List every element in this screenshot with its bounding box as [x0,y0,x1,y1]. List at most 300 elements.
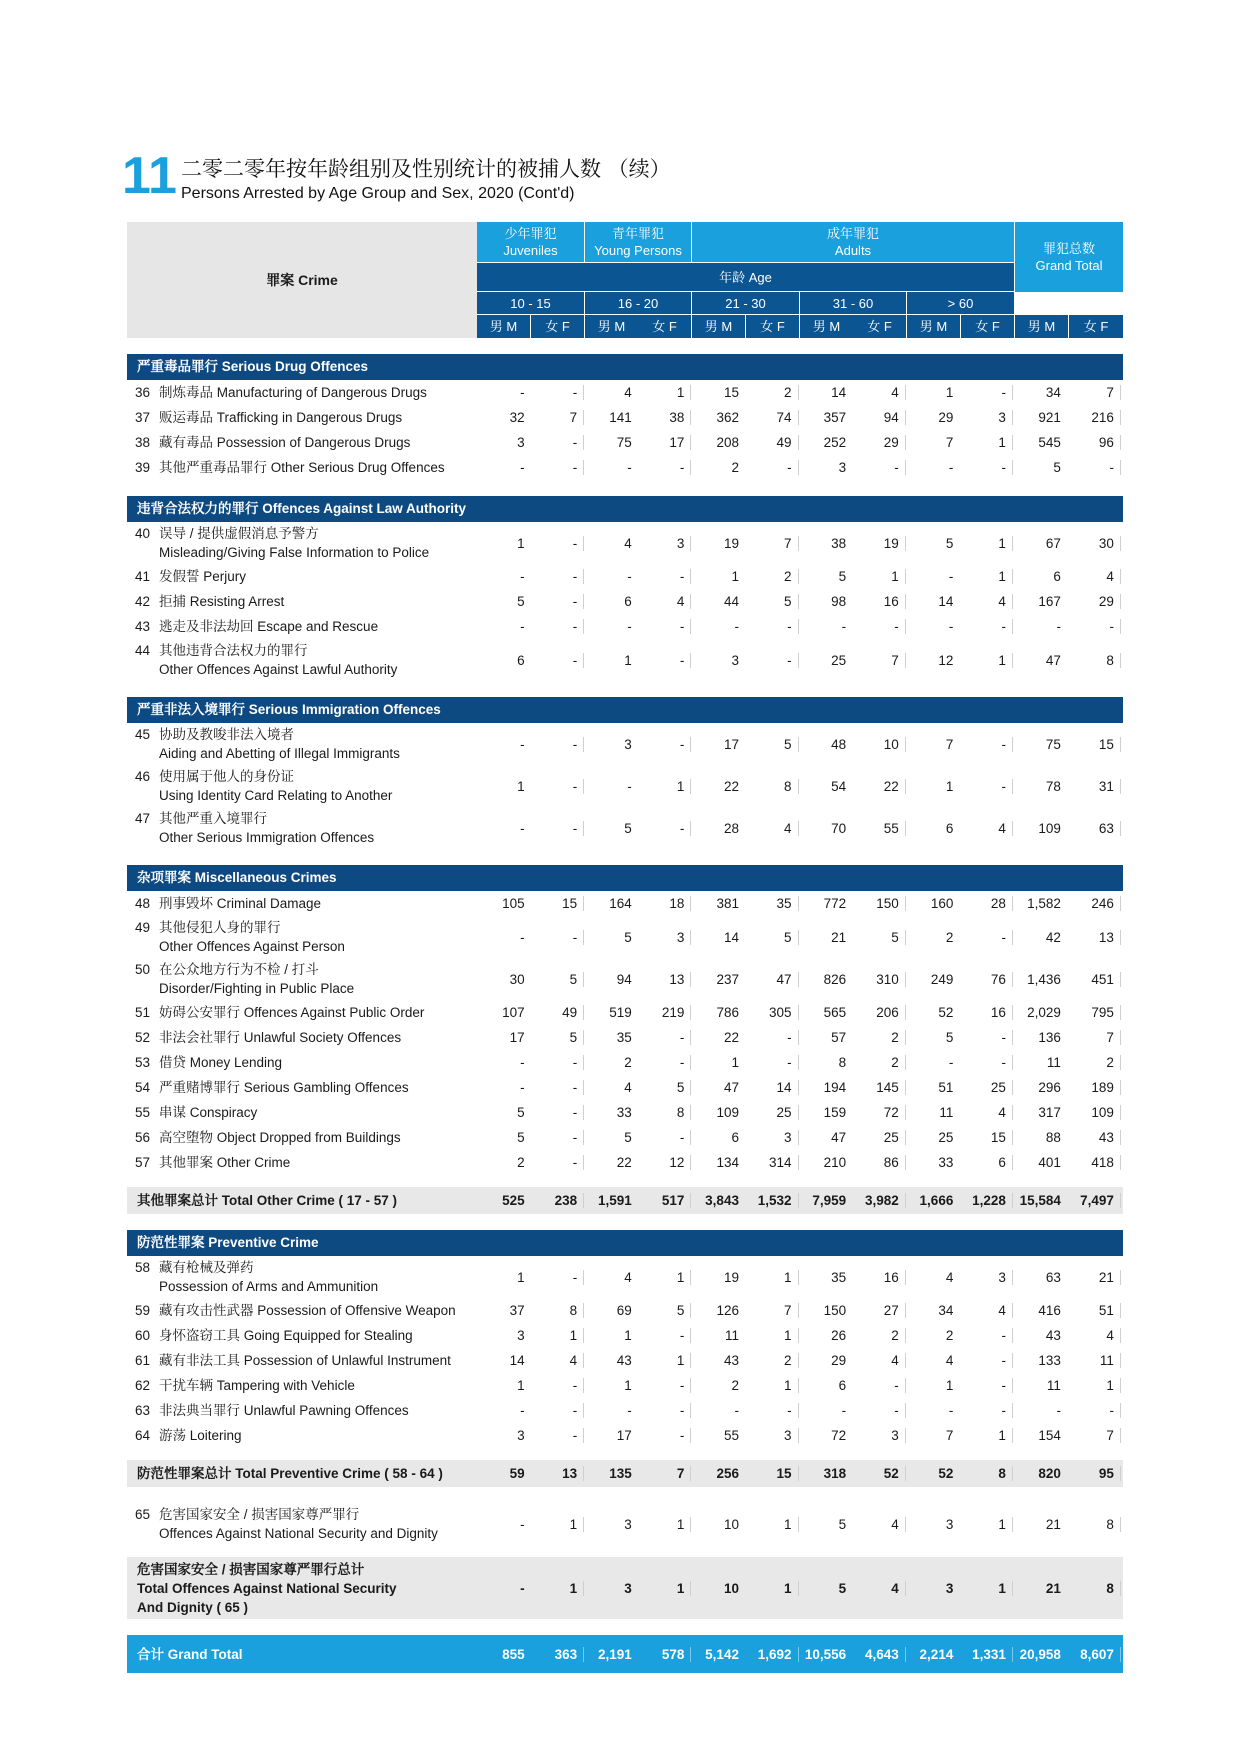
section-header: 严重毒品罪行 Serious Drug Offences [127,354,1123,380]
value-cell: 5 [1053,460,1061,475]
row-number: 52 [135,1030,151,1045]
value-cell: 826 [823,971,847,987]
table-row [127,916,1123,958]
row-label [127,567,477,586]
value-cell: 4 [959,1303,1013,1318]
value-cell: 14 [509,1353,525,1368]
value-cell: - [520,385,525,400]
row-label-line [135,383,477,402]
value-cell: 48 [831,736,847,752]
value-cell: 4 [852,1517,906,1532]
value-cell: 1 [531,1328,585,1343]
value-cell: 4 [638,594,692,609]
value-cell: - [959,1403,1013,1418]
row-label [127,592,477,611]
section-header: 防范性罪案 Preventive Crime [127,1230,1123,1256]
value-cell: 25 [745,1105,799,1120]
value-cell: 1 [745,1581,799,1596]
value-cell: 362 [716,410,739,425]
female-column-header: 女 F [853,315,906,338]
value-cell: 8 [959,1466,1013,1481]
value-cell: 5 [745,594,799,609]
value-cell: 7,497 [1067,1193,1121,1208]
value-cell: 6 [945,820,954,836]
value-cell: 7 [745,1303,799,1318]
value-cell: 16 [959,1005,1013,1020]
value-cell: 134 [716,1155,739,1170]
row-label [127,383,477,402]
value-cell: 296 [1038,1080,1061,1095]
row-label-line [135,1028,477,1047]
value-cell: - [959,619,1013,634]
row-label-line [135,725,477,744]
value-cell: 1 [959,569,1013,584]
row-subtitle: Misleading/Giving False Information to Police [159,545,430,560]
row-number: 65 [135,1507,151,1522]
value-cell: 310 [852,972,906,987]
value-cell: - [745,1030,799,1045]
value-cell: 8 [838,1055,847,1070]
value-cell: 86 [852,1155,906,1170]
value-cell: 3 [959,410,1013,425]
value-cell: 2 [745,385,799,400]
value-cell: 3 [745,1130,799,1145]
value-cell: 67 [1045,535,1061,551]
adults-en: Adults [834,243,872,258]
row-number: 49 [135,920,151,935]
table-row [127,1025,1123,1050]
value-cell: 305 [745,1005,799,1020]
row-label [127,433,477,452]
row-label-line [135,1401,477,1420]
value-cell: - [841,619,847,634]
total-row [127,1187,1123,1214]
total-label: 防范性罪案总计 Total Preventive Crime ( 58 - 64 ) [137,1466,443,1481]
row-label [127,960,477,998]
value-cell: - [520,1580,525,1596]
value-cell: 51 [938,1080,954,1095]
value-cell: 133 [1038,1353,1061,1368]
value-cell: 20,958 [1019,1646,1061,1662]
value-cell: 15,584 [1019,1193,1061,1208]
value-cell: 2,214 [919,1646,954,1662]
value-cell: 3,843 [705,1193,739,1208]
value-cell: 51 [1067,1303,1121,1318]
value-cell: - [948,1055,954,1070]
value-cell: 78 [1045,778,1061,794]
row-title: 其他严重入境罪行 [159,811,267,826]
value-cell: 1 [959,1581,1013,1596]
row-label-line [135,960,477,979]
female-column-header: 女 F [638,315,691,338]
row-title: 藏有非法工具 Possession of Unlawful Instrument [159,1353,451,1368]
value-cell: 1,228 [959,1193,1013,1208]
total-label-line: 危害国家安全 / 损害国家尊严罪行总计 [137,1561,365,1577]
value-cell: - [638,460,692,475]
value-cell: - [531,1270,585,1285]
value-cell: 1 [624,1378,632,1393]
value-cell: - [852,1378,906,1393]
row-number: 51 [135,1005,151,1020]
value-cell: 246 [1067,896,1121,911]
row-title: 在公众地方行为不检 / 打斗 [159,962,319,977]
row-number: 45 [135,727,151,742]
value-cell: 7 [852,653,906,668]
value-cell: 49 [531,1005,585,1020]
value-cell: 1,666 [919,1193,954,1208]
value-cell: - [745,619,799,634]
value-cell: 5 [745,930,799,945]
value-cell: - [531,569,585,584]
row-label-line [135,641,477,660]
juveniles-header [477,222,584,262]
value-cell: 219 [638,1005,692,1020]
row-title: 使用属于他人的身份证 [159,769,294,784]
table-row [127,1398,1123,1423]
table-row [127,1100,1123,1125]
row-label-line [135,524,477,543]
value-cell: 75 [616,435,632,450]
row-number: 54 [135,1080,151,1095]
national-security-total-row [127,1557,1123,1619]
value-cell: 1 [531,1517,585,1532]
value-cell: 12 [938,652,954,668]
value-cell: 164 [609,896,632,911]
table-row [127,891,1123,916]
table-row [127,1348,1123,1373]
value-cell: 4 [959,594,1013,609]
table-row [127,807,1123,849]
value-cell: 49 [745,435,799,450]
value-cell: - [948,460,954,475]
table-row [127,1125,1123,1150]
value-cell: 15 [531,896,585,911]
row-label [127,809,477,847]
table-row [127,765,1123,807]
value-cell: 11 [939,1105,954,1120]
value-cell: 47 [831,1130,847,1145]
value-cell: 63 [1067,821,1121,836]
value-cell: 94 [852,410,906,425]
row-label-line [135,1128,477,1147]
value-cell: 141 [609,410,632,425]
value-cell: - [627,1403,632,1418]
value-cell: 1 [517,1378,525,1393]
value-cell: - [959,779,1013,794]
row-label-line [135,1326,477,1345]
value-cell: - [520,1516,525,1532]
value-cell: 30 [1067,536,1121,551]
row-title: 协助及教唆非法入境者 [159,727,294,742]
value-cell: 1 [959,1428,1013,1443]
row-title: 逃走及非法劫回 Escape and Rescue [159,619,379,634]
male-column-header: 男 M [477,315,530,338]
row-label-line [135,1053,477,1072]
value-cell: 43 [1067,1130,1121,1145]
young-en: Young Persons [594,243,682,258]
grand-total-label: 合计 Grand Total [137,1646,243,1662]
value-cell: 2,029 [1027,1005,1061,1020]
row-title: 藏有攻击性武器 Possession of Offensive Weapon [159,1303,456,1318]
row-label-line [135,1426,477,1445]
value-cell: 2,191 [597,1646,632,1662]
value-cell: 1 [517,535,525,551]
table-row [127,380,1123,405]
value-cell: 75 [1045,736,1061,752]
grand-total-header [1015,222,1123,292]
value-cell: 363 [531,1647,585,1662]
row-label-line [135,1153,477,1172]
value-cell: 52 [852,1466,906,1481]
value-cell: - [531,653,585,668]
value-cell: 109 [1038,820,1061,836]
value-cell: 55 [852,821,906,836]
row-label-line [135,408,477,427]
grand-en: Grand Total [1035,258,1103,273]
row-label [127,1258,477,1296]
value-cell: 1 [517,1269,525,1285]
title-chinese: 二零二零年按年龄组别及性别统计的被捕人数 （续） [181,157,671,181]
value-cell: 55 [723,1428,739,1443]
age-group-21-30: 21 - 30 [692,292,799,314]
value-cell: - [638,1328,692,1343]
row-title: 发假誓 Perjury [159,569,247,584]
value-cell: 1 [638,1353,692,1368]
value-cell: 208 [716,435,739,450]
value-cell: 6 [1053,569,1061,584]
grand-cn: 罪犯总数 [1042,241,1095,256]
value-cell: 401 [1038,1155,1061,1170]
value-cell: 3 [959,1270,1013,1285]
row-title: 游荡 Loitering [159,1428,242,1443]
juveniles-en: Juveniles [503,243,558,258]
value-cell: 63 [1045,1269,1061,1285]
value-cell: - [531,1080,585,1095]
value-cell: - [1056,1403,1061,1418]
value-cell: 2 [624,1055,632,1070]
value-cell: 10 [852,737,906,752]
value-cell: 52 [938,1005,954,1020]
value-cell: 210 [823,1155,847,1170]
row-subtitle: Other Offences Against Lawful Authority [159,662,398,677]
value-cell: 317 [1038,1105,1061,1120]
value-cell: 4 [531,1353,585,1368]
row-number: 60 [135,1328,151,1343]
value-cell: - [1056,619,1061,634]
value-cell: 1 [638,1581,692,1596]
value-cell: 1 [517,778,525,794]
value-cell: 17 [638,435,692,450]
row-label-line [135,592,477,611]
value-cell: - [531,779,585,794]
value-cell: 38 [831,535,847,551]
value-cell: - [531,1130,585,1145]
value-cell: 28 [959,896,1013,911]
juveniles-cn: 少年罪犯 [504,226,557,241]
value-cell: 3 [745,1428,799,1443]
value-cell: 37 [509,1303,525,1318]
value-cell: 6 [731,1130,739,1145]
table-row [127,1423,1123,1448]
value-cell: - [531,594,585,609]
value-cell: 159 [823,1105,847,1120]
value-cell: 25 [852,1130,906,1145]
value-cell: - [841,1403,847,1418]
value-cell: - [531,821,585,836]
row-title: 藏有枪械及弹药 [159,1260,254,1275]
value-cell: - [852,460,906,475]
table-row [127,1000,1123,1025]
value-cell: 5 [945,535,954,551]
value-cell: 7 [638,1466,692,1481]
value-cell: 35 [616,1030,632,1045]
value-cell: 206 [852,1005,906,1020]
row-label [127,617,477,636]
value-cell: - [627,778,632,794]
value-cell: 21 [1045,1580,1061,1596]
grand-total-row [127,1635,1123,1673]
value-cell: 22 [852,779,906,794]
value-cell: 5 [531,1030,585,1045]
value-cell: - [638,1030,692,1045]
value-cell: 1 [745,1378,799,1393]
value-cell: 1 [624,652,632,668]
row-number: 48 [135,896,151,911]
value-cell: 6 [517,652,525,668]
table-row [127,958,1123,1000]
value-cell: 21 [831,929,847,945]
value-cell: - [959,385,1013,400]
row-label [127,1028,477,1047]
value-cell: 15 [745,1466,799,1481]
value-cell: - [520,820,525,836]
value-cell: 98 [831,594,847,609]
value-cell: - [520,736,525,752]
male-column-header: 男 M [1015,315,1068,338]
value-cell: - [531,619,585,634]
value-cell: 3 [517,435,525,450]
value-cell: - [959,737,1013,752]
value-cell: 5 [624,820,632,836]
value-cell: 18 [638,896,692,911]
value-cell: 22 [616,1155,632,1170]
value-cell: 35 [831,1269,847,1285]
value-cell: 72 [831,1428,847,1443]
value-cell: 47 [723,1080,739,1095]
value-cell: 7 [745,536,799,551]
row-label [127,1103,477,1122]
row-title: 其他侵犯人身的罪行 [159,920,281,935]
table-row [127,1150,1123,1175]
value-cell: 107 [502,1005,525,1020]
row-title: 串谋 Conspiracy [159,1105,258,1120]
row-number: 62 [135,1378,151,1393]
row-label [127,725,477,763]
total-label-line: Total Offences Against National Security [137,1580,397,1596]
value-cell: 7 [531,410,585,425]
age-group-31-60: 31 - 60 [800,292,906,314]
row-title: 其他严重毒品罪行 Other Serious Drug Offences [159,460,445,475]
row-title: 藏有毒品 Possession of Dangerous Drugs [159,435,411,450]
value-cell: 418 [1067,1155,1121,1170]
value-cell: 194 [823,1080,847,1095]
value-cell: 2 [517,1155,525,1170]
value-cell: 1,591 [597,1193,632,1208]
value-cell: 17 [723,736,739,752]
value-cell: 105 [502,896,525,911]
value-cell: - [1067,1403,1121,1418]
row-number: 58 [135,1260,151,1275]
value-cell: 25 [938,1130,954,1145]
row-title: 危害国家安全 / 损害国家尊严罪行 [159,1507,360,1522]
value-cell: - [520,619,525,634]
row-label [127,1401,477,1420]
row-title: 其他罪案 Other Crime [159,1155,291,1170]
value-cell: 3,982 [852,1193,906,1208]
value-cell: 1 [638,385,692,400]
value-cell: 5 [838,569,847,584]
value-cell: - [734,619,739,634]
value-cell: - [1067,619,1121,634]
row-label [127,1003,477,1022]
value-cell: - [520,1403,525,1418]
row-number: 39 [135,460,151,475]
value-cell: 13 [531,1466,585,1481]
value-cell: 4 [745,821,799,836]
value-cell: 15 [959,1130,1013,1145]
value-cell: - [745,1055,799,1070]
table-row [127,430,1123,455]
row-number: 44 [135,643,151,658]
value-cell: - [948,569,954,584]
value-cell: 5 [838,1516,847,1532]
value-cell: - [531,385,585,400]
row-label-line [135,809,477,828]
value-cell: 150 [852,896,906,911]
value-cell: 3 [852,1428,906,1443]
value-cell: 5,142 [705,1646,739,1662]
value-cell: 8 [531,1303,585,1318]
value-cell: 4 [624,535,632,551]
value-cell: 6 [838,1378,847,1393]
value-cell: 19 [723,535,739,551]
row-number: 50 [135,962,151,977]
value-cell: 150 [823,1303,847,1318]
value-cell: 3 [838,460,847,475]
value-cell: 565 [823,1005,847,1020]
row-label [127,641,477,679]
value-cell: 4,643 [852,1647,906,1662]
value-cell: 1 [638,1517,692,1532]
value-cell: 19 [852,536,906,551]
value-cell: - [959,1378,1013,1393]
row-title: 非法典当罪行 Unlawful Pawning Offences [159,1403,409,1418]
row-label-line [135,1003,477,1022]
row-label [127,408,477,427]
value-cell: 4 [624,1080,632,1095]
value-cell: 820 [1038,1466,1061,1481]
row-title: 妨碍公安罪行 Offences Against Public Order [159,1005,425,1020]
value-cell: - [531,1155,585,1170]
value-cell: 7 [1067,1428,1121,1443]
value-cell: 237 [716,971,739,987]
value-cell: 109 [1067,1105,1121,1120]
row-number: 42 [135,594,151,609]
row-title: 严重赌博罪行 Serious Gambling Offences [159,1080,409,1095]
value-cell: 28 [723,820,739,836]
value-cell: 94 [616,971,632,987]
row-label-line [135,894,477,913]
